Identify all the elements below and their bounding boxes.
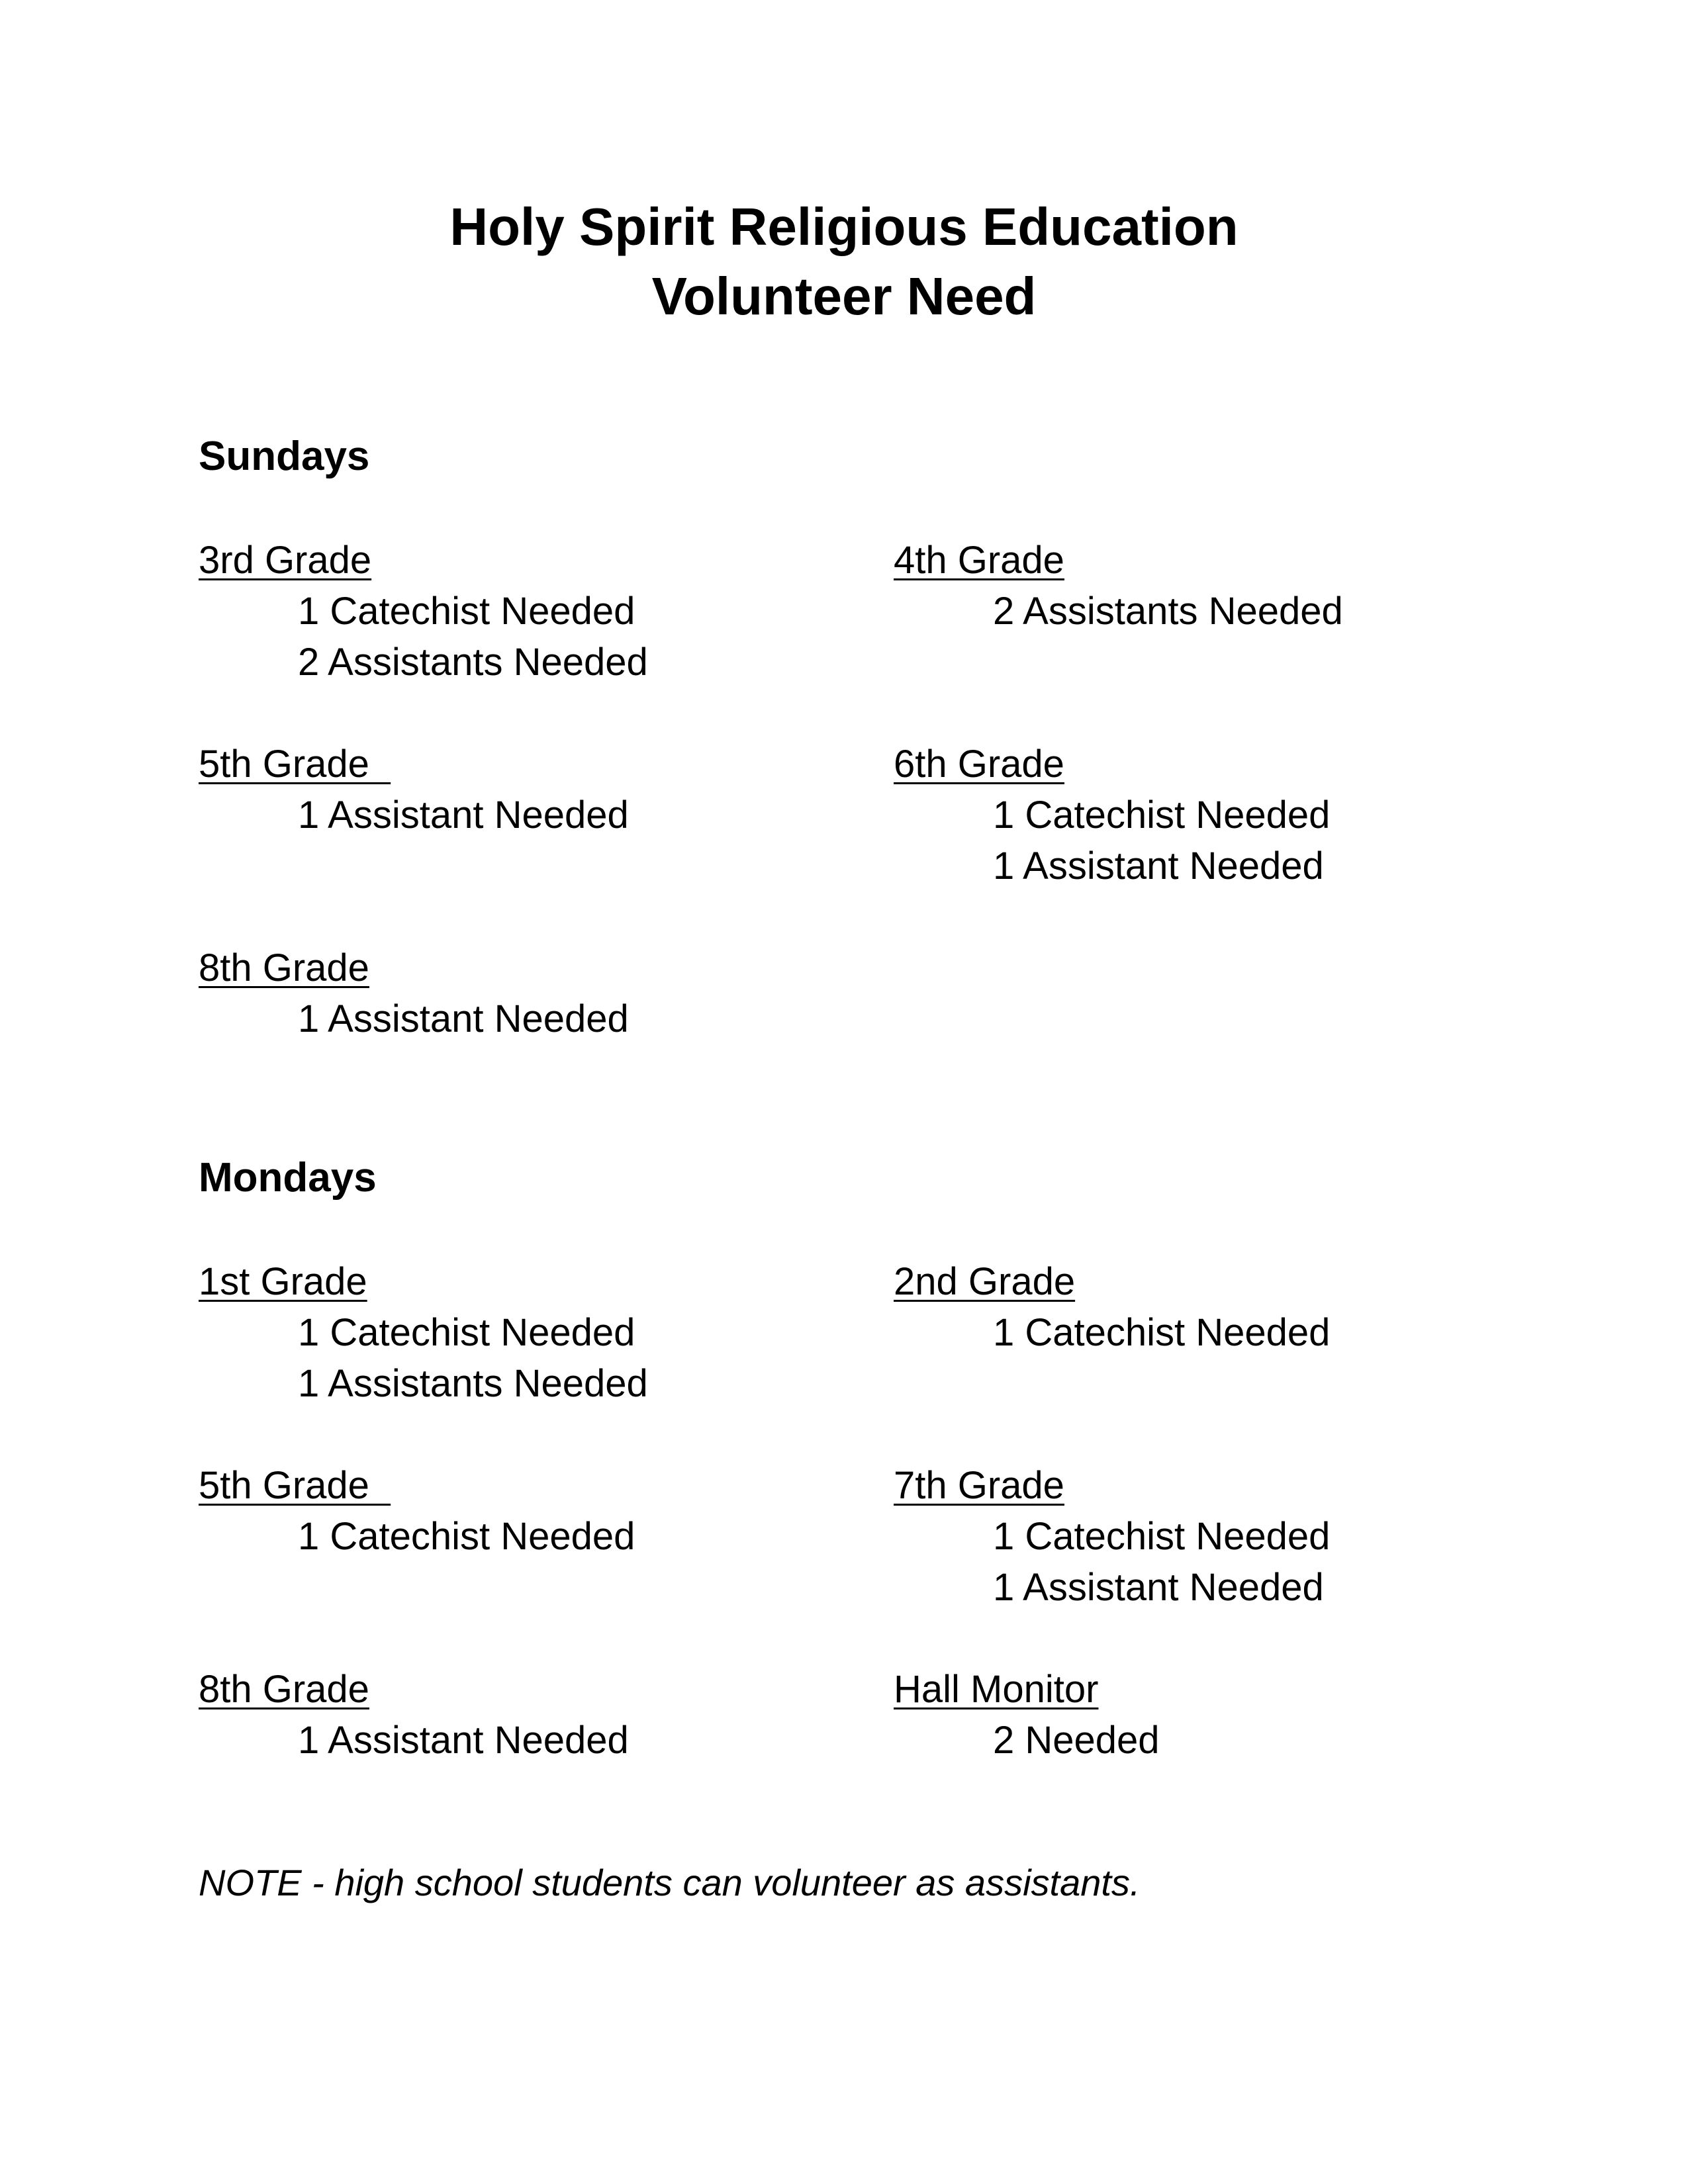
need-list (894, 1511, 1556, 1613)
mondays-group-7th-grade (894, 1460, 1556, 1613)
group-label: 3rd Grade (199, 539, 372, 582)
need-list (894, 586, 1556, 637)
need-item: 1 Assistant Needed (298, 1719, 629, 1762)
footnote: NOTE - high school students can volunteer as assistants. (199, 1862, 1141, 1903)
mondays-group-1st-grade (199, 1256, 861, 1409)
need-list (199, 1511, 861, 1562)
group-label: Hall Monitor (894, 1668, 1099, 1711)
need-list (199, 790, 861, 841)
need-item: 2 Needed (993, 1719, 1160, 1762)
group-label: 7th Grade (894, 1464, 1064, 1507)
group-label: 1st Grade (199, 1260, 367, 1303)
mondays-group-hall-monitor (894, 1664, 1556, 1766)
need-list (199, 993, 861, 1044)
need-item: 1 Assistant Needed (298, 997, 629, 1040)
need-item: 1 Assistant Needed (993, 844, 1324, 887)
group-label: 8th Grade (199, 1668, 369, 1711)
mondays-group-5th-grade (199, 1460, 861, 1562)
sundays-group-4th-grade (894, 535, 1556, 637)
section-heading-mondays: Mondays (199, 1155, 377, 1201)
document-title: Holy Spirit Religious Education (449, 197, 1239, 256)
group-label: 6th Grade (894, 743, 1064, 786)
need-item: 1 Catechist Needed (993, 794, 1331, 837)
group-label: 2nd Grade (894, 1260, 1076, 1303)
need-item: 1 Assistant Needed (298, 794, 629, 837)
need-item: 1 Catechist Needed (993, 1515, 1331, 1558)
group-label: 5th Grade (199, 1464, 391, 1507)
sundays-group-3rd-grade (199, 535, 861, 688)
need-list (894, 790, 1556, 891)
need-list (894, 1307, 1556, 1358)
need-item: 1 Assistants Needed (298, 1362, 648, 1405)
need-item: 2 Assistants Needed (298, 641, 648, 684)
need-item: 1 Catechist Needed (993, 1311, 1331, 1354)
section-heading-sundays: Sundays (199, 433, 370, 479)
mondays-group-2nd-grade (894, 1256, 1556, 1358)
group-label: 4th Grade (894, 539, 1064, 582)
group-label: 5th Grade (199, 743, 391, 786)
sundays-group-5th-grade (199, 739, 861, 841)
need-list (199, 1715, 861, 1766)
need-item: 1 Assistant Needed (993, 1566, 1324, 1609)
sundays-group-6th-grade (894, 739, 1556, 891)
need-list (199, 586, 861, 688)
need-item: 1 Catechist Needed (298, 590, 635, 633)
need-list (199, 1307, 861, 1409)
group-label: 8th Grade (199, 946, 369, 989)
mondays-group-8th-grade (199, 1664, 861, 1766)
document-subtitle: Volunteer Need (651, 267, 1037, 326)
need-item: 1 Catechist Needed (298, 1515, 635, 1558)
need-item: 1 Catechist Needed (298, 1311, 635, 1354)
need-item: 2 Assistants Needed (993, 590, 1343, 633)
sundays-group-8th-grade (199, 942, 861, 1044)
need-list (894, 1715, 1556, 1766)
